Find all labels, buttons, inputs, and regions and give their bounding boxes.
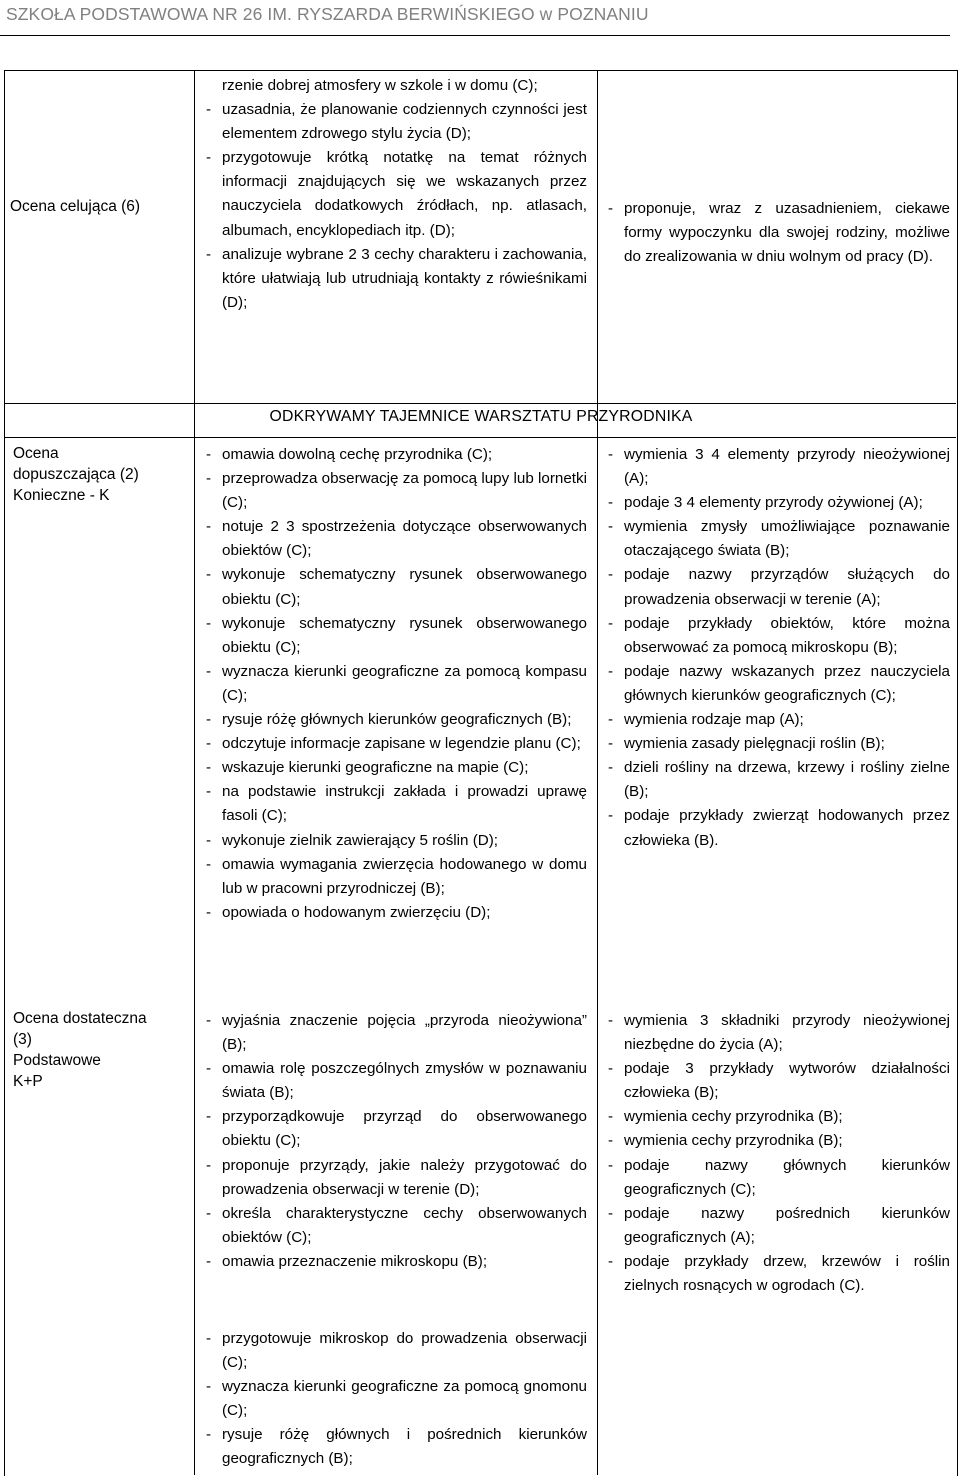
dopuszczajaca-right-cell [606, 443, 950, 853]
requirement-item: - uzasadnia, że planowanie codziennych czynności jest elementem zdrowego stylu życia (D); [204, 98, 587, 146]
requirement-item: - podaje przykłady drzew, krzewów i roślin zielnych rosnących w ogrodach (C). [606, 1250, 950, 1298]
requirement-item: - rysuje różę głównych kierunków geograficznych (B); [204, 708, 587, 732]
requirement-item: - omawia przeznaczenie mikroskopu (B); [204, 1250, 587, 1274]
requirement-item: - podaje 3 4 elementy przyrody ożywionej (A); [606, 491, 950, 515]
grade-label-line: Konieczne - K [13, 487, 110, 504]
requirement-item: - wymienia zmysły umożliwiające poznawanie otaczającego świata (B); [606, 515, 950, 563]
column-divider-1 [194, 70, 195, 1475]
requirement-item: - opowiada o hodowanym zwierzęciu (D); [204, 901, 587, 925]
requirement-item: - wykonuje zielnik zawierający 5 roślin (D); [204, 829, 587, 853]
grade-label-line: Podstawowe [13, 1052, 101, 1069]
requirement-item: rzenie dobrej atmosfery w szkole i w domu (C); [222, 77, 538, 94]
requirement-item: - wymienia 3 składniki przyrody nieożywionej niezbędne do życia (A); [606, 1009, 950, 1057]
grade-label-line: K+P [13, 1073, 43, 1090]
row-divider-1 [4, 403, 956, 404]
requirement-item: - przygotowuje mikroskop do prowadzenia obserwacji (C); [204, 1327, 587, 1375]
grade-dopuszczajaca [13, 443, 139, 506]
requirement-item: - notuje 2 3 spostrzeżenia dotyczące obserwowanych obiektów (C); [204, 515, 587, 563]
grade-celujaca [10, 196, 140, 217]
grade-label-line: dopuszczająca (2) [13, 466, 139, 483]
dostateczna-right-cell [606, 1009, 950, 1298]
requirement-item: - proponuje przyrządy, jakie należy przygotować do prowadzenia obserwacji w terenie (D); [204, 1154, 587, 1202]
requirement-item: - wskazuje kierunki geograficzne na mapie (C); [204, 756, 587, 780]
requirement-item: - podaje nazwy przyrządów służących do prowadzenia obserwacji w terenie (A); [606, 563, 950, 611]
celujaca-middle-cell [204, 74, 587, 315]
row-divider-2 [4, 437, 956, 438]
requirement-item: - wymienia cechy przyrodnika (B); [606, 1129, 950, 1153]
grade-label-line: Ocena [13, 445, 59, 462]
requirement-item: - dzieli rośliny na drzewa, krzewy i rośliny zielne (B); [606, 756, 950, 804]
dostateczna-middle-cell-continued [204, 1327, 587, 1472]
grade-dostateczna [13, 1008, 147, 1092]
requirement-item: - wymienia zasady pielęgnacji roślin (B); [606, 732, 950, 756]
school-header: SZKOŁA PODSTAWOWA NR 26 IM. RYSZARDA BERWIŃSKIEGO w POZNANIU [6, 4, 649, 24]
requirement-item: - wymienia rodzaje map (A); [606, 708, 950, 732]
grade-label-line: Ocena celująca (6) [10, 198, 141, 215]
requirement-item: - podaje nazwy wskazanych przez nauczyciela głównych kierunków geograficznych (C); [606, 660, 950, 708]
requirement-item: - wyznacza kierunki geograficzne za pomocą kompasu (C); [204, 660, 587, 708]
requirement-item: - przyporządkowuje przyrząd do obserwowanego obiektu (C); [204, 1105, 587, 1153]
requirement-item: - omawia rolę poszczególnych zmysłów w poznawaniu świata (B); [204, 1057, 587, 1105]
grade-label-line: (3) [13, 1031, 32, 1048]
section-title: ODKRYWAMY TAJEMNICE WARSZTATU PRZYRODNIKA [269, 408, 693, 425]
requirement-item: - analizuje wybrane 2 3 cechy charakteru i zachowania, które ułatwiają lub utrudniają kontakty z rówieśnikami (D); [204, 243, 587, 315]
requirement-item: - podaje nazwy głównych kierunków geograficznych (C); [606, 1154, 950, 1202]
requirement-item: - omawia dowolną cechę przyrodnika (C); [204, 443, 587, 467]
requirement-item: - przeprowadza obserwację za pomocą lupy lub lornetki (C); [204, 467, 587, 515]
celujaca-right-cell [606, 197, 950, 269]
requirement-item: - podaje nazwy pośrednich kierunków geograficznych (A); [606, 1202, 950, 1250]
requirement-item: - wyznacza kierunki geograficzne za pomocą gnomonu (C); [204, 1375, 587, 1423]
requirement-item: - wyjaśnia znaczenie pojęcia „przyroda nieożywiona” (B); [204, 1009, 587, 1057]
requirement-item: - podaje przykłady zwierząt hodowanych przez człowieka (B). [606, 804, 950, 852]
dopuszczajaca-middle-cell [204, 443, 587, 925]
header-divider [0, 35, 950, 36]
grade-label-line: Ocena dostateczna [13, 1010, 147, 1027]
requirement-item: - odczytuje informacje zapisane w legendzie planu (C); [204, 732, 587, 756]
requirement-item: - rysuje różę głównych i pośrednich kierunków geograficznych (B); [204, 1423, 587, 1471]
requirement-item: - wymienia cechy przyrodnika (B); [606, 1105, 950, 1129]
requirement-item: - omawia wymagania zwierzęcia hodowanego w domu lub w pracowni przyrodniczej (B); [204, 853, 587, 901]
requirement-item: - wymienia 3 4 elementy przyrody nieożywionej (A); [606, 443, 950, 491]
requirement-item: - podaje 3 przykłady wytworów działalności człowieka (B); [606, 1057, 950, 1105]
requirement-item: - proponuje, wraz z uzasadnieniem, ciekawe formy wypoczynku dla swojej rodziny, możliwe do zrealizowania w dniu wolnym od pracy (D). [606, 197, 950, 269]
requirement-item: - na podstawie instrukcji zakłada i prowadzi uprawę fasoli (C); [204, 780, 587, 828]
requirement-item: - wykonuje schematyczny rysunek obserwowanego obiektu (C); [204, 563, 587, 611]
dostateczna-middle-cell [204, 1009, 587, 1274]
column-divider-2 [597, 70, 598, 1475]
requirement-item: - przygotowuje krótką notatkę na temat różnych informacji znajdujących się we wskazanych przez nauczyciela dodatkowych źródłach, np. atlasach, albumach, encyklopediach itp. (D); [204, 146, 587, 242]
requirement-item: - podaje przykłady obiektów, które można obserwować za pomocą mikroskopu (B); [606, 612, 950, 660]
requirement-item: - określa charakterystyczne cechy obserwowanych obiektów (C); [204, 1202, 587, 1250]
requirement-item: - wykonuje schematyczny rysunek obserwowanego obiektu (C); [204, 612, 587, 660]
